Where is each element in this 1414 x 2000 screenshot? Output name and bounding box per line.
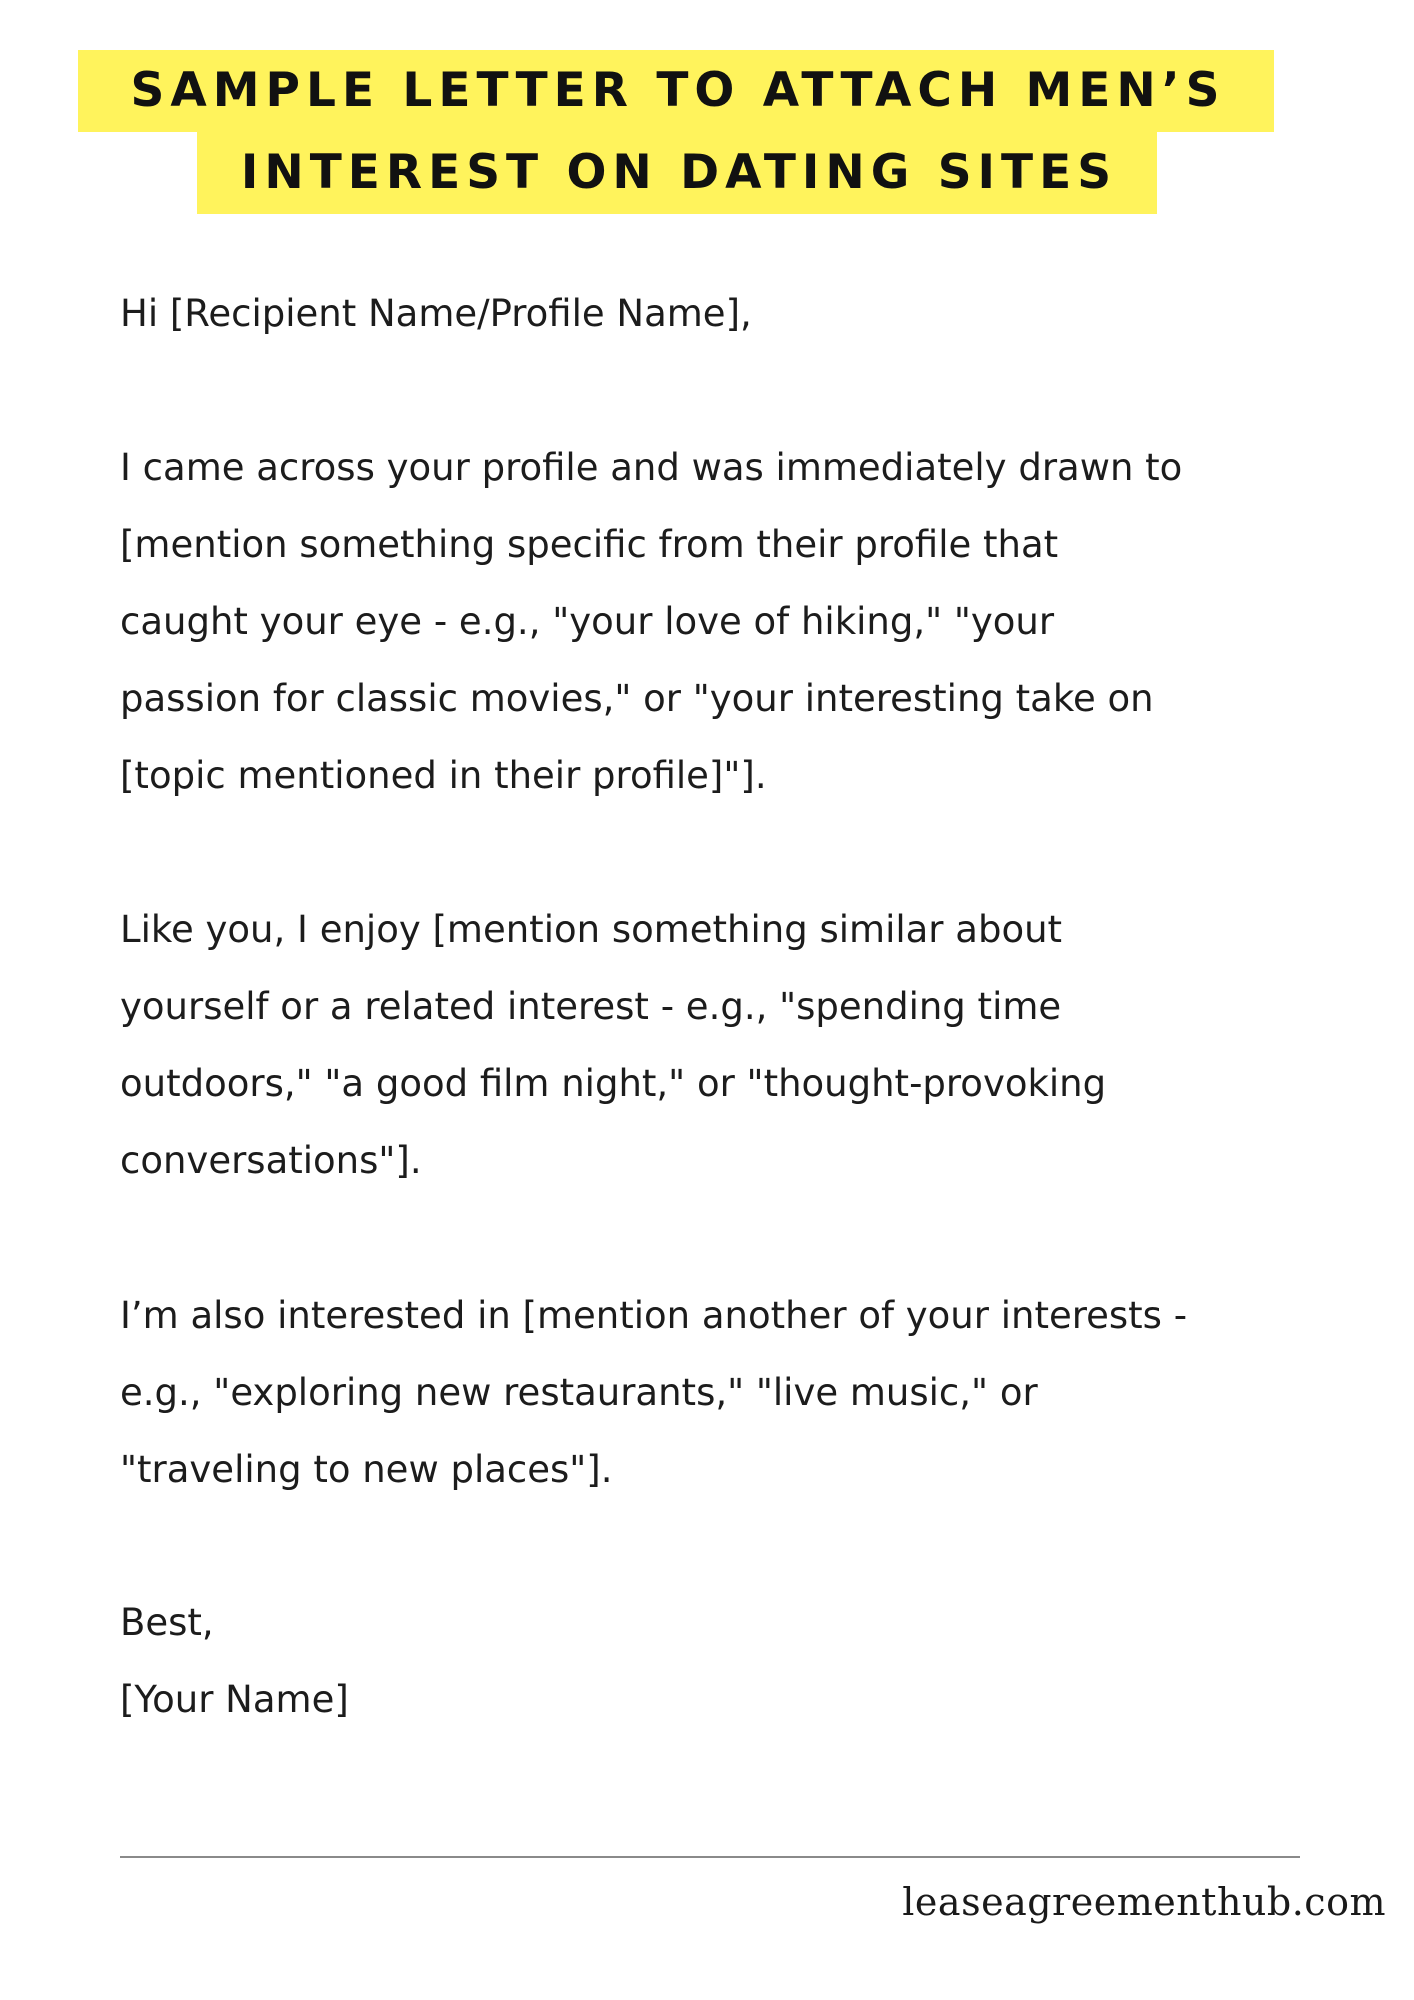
title-line-2: INTEREST ON DATING SITES xyxy=(197,132,1157,214)
paragraph-line: I came across your profile and was immediately drawn to xyxy=(120,446,1183,489)
letter-closing: Best, xyxy=(120,1601,214,1644)
paragraph-line: [mention something specific from their profile that xyxy=(120,523,1059,566)
paragraph-line: outdoors," "a good film night," or "thought-provoking xyxy=(120,1062,1107,1105)
paragraph-line: yourself or a related interest - e.g., "spending time xyxy=(120,985,1062,1028)
title-line-1: SAMPLE LETTER TO ATTACH MEN’S xyxy=(78,50,1274,132)
paragraph-line: e.g., "exploring new restaurants," "live music," or xyxy=(120,1371,1038,1414)
letter-paragraph-1 xyxy=(120,429,1350,814)
paragraph-line: [topic mentioned in their profile]"]. xyxy=(120,754,767,797)
paragraph-line: "traveling to new places"]. xyxy=(120,1448,613,1491)
paragraph-line: caught your eye - e.g., "your love of hiking," "your xyxy=(120,600,1055,643)
paragraph-line: Like you, I enjoy [mention something similar about xyxy=(120,908,1063,951)
paragraph-line: passion for classic movies," or "your interesting take on xyxy=(120,677,1154,720)
letter-paragraph-3 xyxy=(120,1277,1350,1508)
letter-paragraph-2 xyxy=(120,891,1350,1199)
letter-signature: [Your Name] xyxy=(120,1678,349,1721)
footer-divider xyxy=(120,1856,1300,1858)
footer-website: leaseagreementhub.com xyxy=(902,1880,1386,1924)
letter-greeting: Hi [Recipient Name/Profile Name], xyxy=(120,292,752,335)
paragraph-line: I’m also interested in [mention another of your interests - xyxy=(120,1294,1188,1337)
paragraph-line: conversations"]. xyxy=(120,1139,422,1182)
